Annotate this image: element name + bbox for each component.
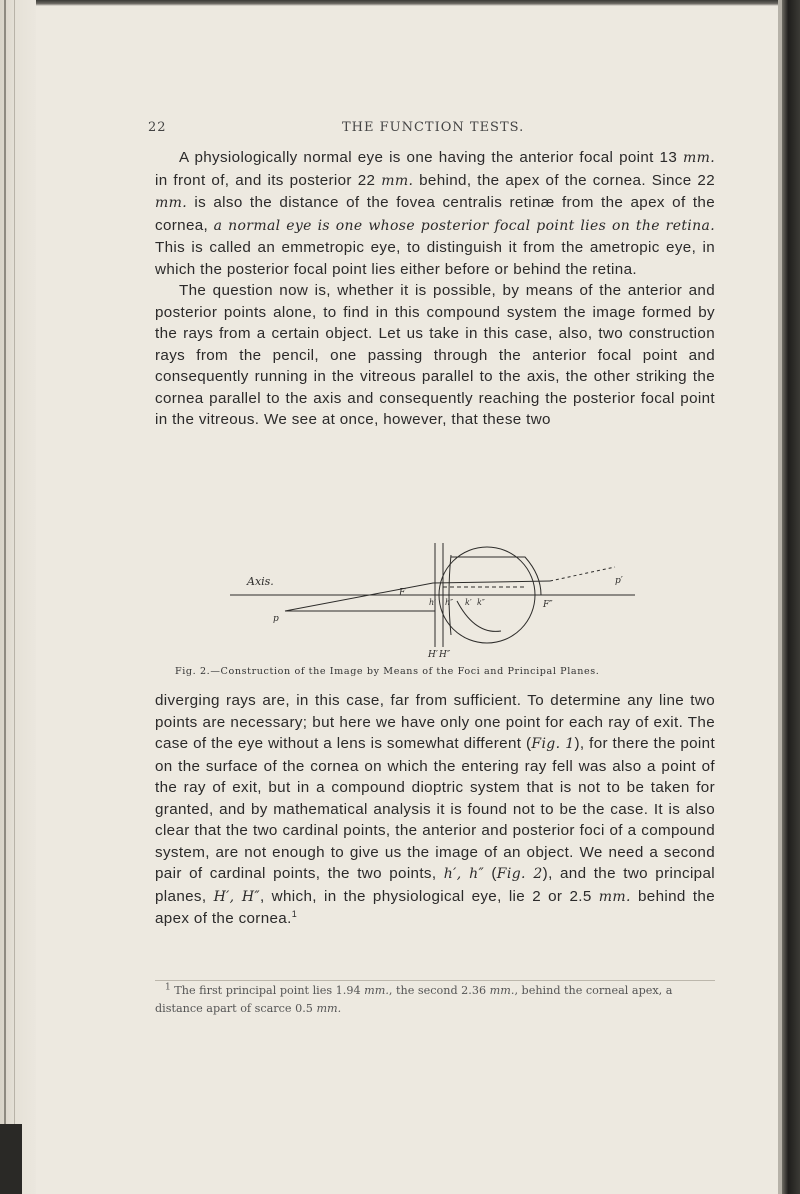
paragraph-emmetropia: A physiologically normal eye is one having the anterior focal point 13 mm. in front of, and its posterior 22 mm. behind, the apex of the cornea. Since 22 mm. is also the distance of the fovea centralis retinæ from the apex of the cornea, a normal eye is one whose posterior focal point lies on the retina. This is called an emmetropic eye, to distinguish it from the ametropic eye, in which the posterior focal point lies either before or behind the retina. — [155, 149, 715, 278]
text-block-top — [155, 147, 715, 431]
exit-ray-dashed — [550, 567, 615, 581]
italic-definition: a normal eye is one whose posterior focal point lies on the retina. — [213, 217, 715, 234]
footnote: $^1$ The first principal point lies 1.94 mm., the second 2.36 mm., behind the corneal apex, a distance apart of scarce 0.5 mm. — [155, 982, 673, 1015]
paragraph-cardinal-points: diverging rays are, in this case, far from sufficient. To determine any line two points are necessary; but here we have only one point for each ray of exit. The case of the eye without a lens is somewhat different (Fig. 1), for there the point on the surface of the cornea on which the entering ray fell was also a point of the ray of exit, but in a compound dioptric system that is not to be taken for granted, and by mathematical analysis it is found not to be the case. It is also clear that the two cardinal points, the anterior and posterior foci of a compound system, are not enough to give us the image of an object. We need a second pair of cardinal points, the two points, h′, h″ (Fig. 2), and the two principal planes, H′, H″, which, in the physiological eye, lie 2 or 2.5 mm. behind the apex of the cornea.$^1$ — [155, 692, 716, 927]
object-ray — [285, 581, 550, 611]
label-H1: H′ — [428, 650, 438, 660]
label-H2: H″ — [439, 650, 451, 660]
label-h1: h′ — [429, 598, 436, 607]
label-k1: k′ — [465, 598, 472, 607]
binding-tab — [0, 1124, 22, 1194]
book-page — [148, 120, 716, 1015]
figure-caption: Fig. 2.—Construction of the Image by Means of the Foci and Principal Planes. — [175, 666, 600, 677]
running-head — [148, 120, 715, 144]
label-p-left: p — [273, 614, 279, 624]
page-number: 22 — [148, 120, 167, 135]
label-k2: k″ — [477, 598, 485, 607]
book-fore-edge — [782, 0, 800, 1194]
paragraph-construction-rays: The question now is, whether it is possible, by means of the anterior and posterior points alone, to find in this compound system the image formed by the rays from a certain object. Let us take in this case, also, two construction rays from the pencil, one passing through the anterior focal point and consequently running in the vitreous parallel to the axis, the other striking the cornea parallel to the axis and consequently reaching the posterior focal point in the vitreous. We see at once, however, that these two — [155, 282, 715, 428]
axis-label: Axis. — [247, 575, 274, 588]
eye-construction-diagram — [225, 535, 645, 661]
footnote-marker: 1 — [291, 908, 298, 919]
label-h2: h″ — [445, 598, 454, 607]
book-binding-edge — [0, 0, 36, 1194]
footnote-rule — [155, 980, 715, 981]
label-F-front: F — [399, 588, 406, 598]
text-block-bottom — [155, 690, 715, 930]
upper-construction-ray — [451, 557, 541, 595]
running-title: THE FUNCTION TESTS. — [342, 120, 525, 135]
label-p-right: p′ — [615, 576, 623, 586]
fig-2-reference: Fig. 2 — [496, 866, 543, 882]
label-F-back: F″ — [543, 600, 553, 610]
scan-top-edge — [0, 0, 800, 6]
fig-1-reference: Fig. 1 — [531, 736, 575, 752]
